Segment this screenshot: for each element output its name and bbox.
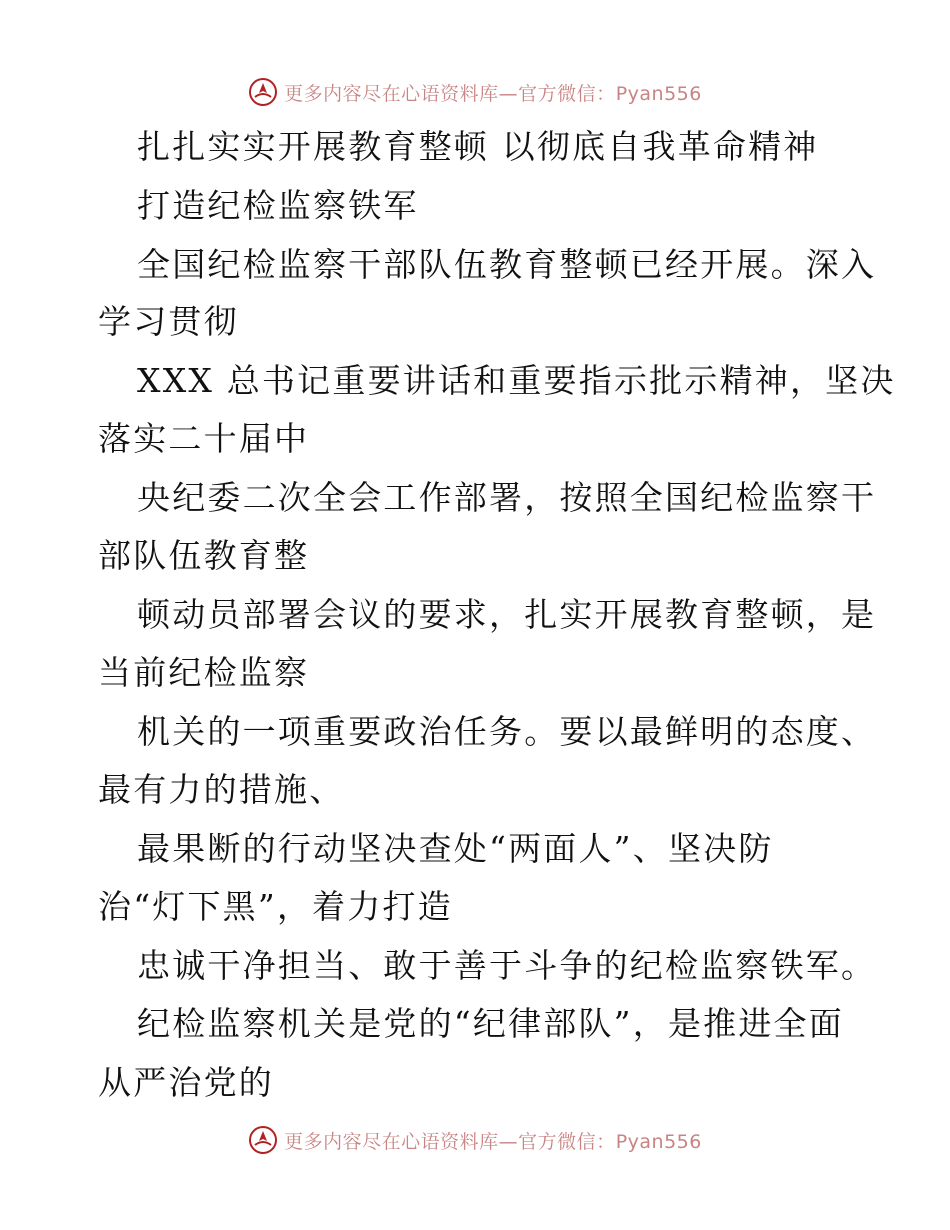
paragraph-line: 忠诚干净担当、敢于善于斗争的纪检监察铁军。 [137,946,877,985]
watermark-dash: — [498,82,519,105]
paragraph-line: XXX 总书记重要讲话和重要指示批示精神，坚决 [137,361,896,400]
paragraph-line: 最有力的措施、 [98,770,345,809]
watermark-main: 更多内容尽在心语资料库 [284,82,499,105]
paragraph-line: 治“灯下黑”，着力打造 [98,887,453,926]
paragraph-line: 顿动员部署会议的要求，扎实开展教育整顿，是 [137,595,877,634]
watermark-main: 更多内容尽在心语资料库 [284,1130,499,1153]
watermark-official: 官方微信： [518,82,616,105]
watermark-dash: — [498,1130,519,1153]
watermark-text [284,1127,702,1154]
watermark-handle: Pyan556 [615,82,702,105]
title-line-2: 打造纪检监察铁军 [137,186,419,225]
paragraph-line: 央纪委二次全会工作部署，按照全国纪检监察干 [137,478,877,517]
watermark-official: 官方微信： [518,1130,616,1153]
paragraph-line: 落实二十届中 [98,419,310,458]
paragraph-line: 全国纪检监察干部队伍教育整顿已经开展。深入 [137,245,877,284]
watermark-handle: Pyan556 [615,1130,702,1153]
title-line-1: 扎扎实实开展教育整顿 以彻底自我革命精神 [137,127,819,166]
paragraph-line: 学习贯彻 [98,302,239,341]
book-quill-icon [248,1125,278,1155]
paragraph-line: 机关的一项重要政治任务。要以最鲜明的态度、 [137,712,877,751]
footer-watermark [0,1120,950,1160]
paragraph-line: 从严治党的 [98,1063,274,1102]
paragraph-line: 部队伍教育整 [98,536,310,575]
paragraph-line: 当前纪检监察 [98,653,310,692]
paragraph-line: 纪检监察机关是党的“纪律部队”，是推进全面 [137,1004,844,1043]
paragraph-line: 最果断的行动坚决查处“两面人”、坚决防 [137,829,774,868]
